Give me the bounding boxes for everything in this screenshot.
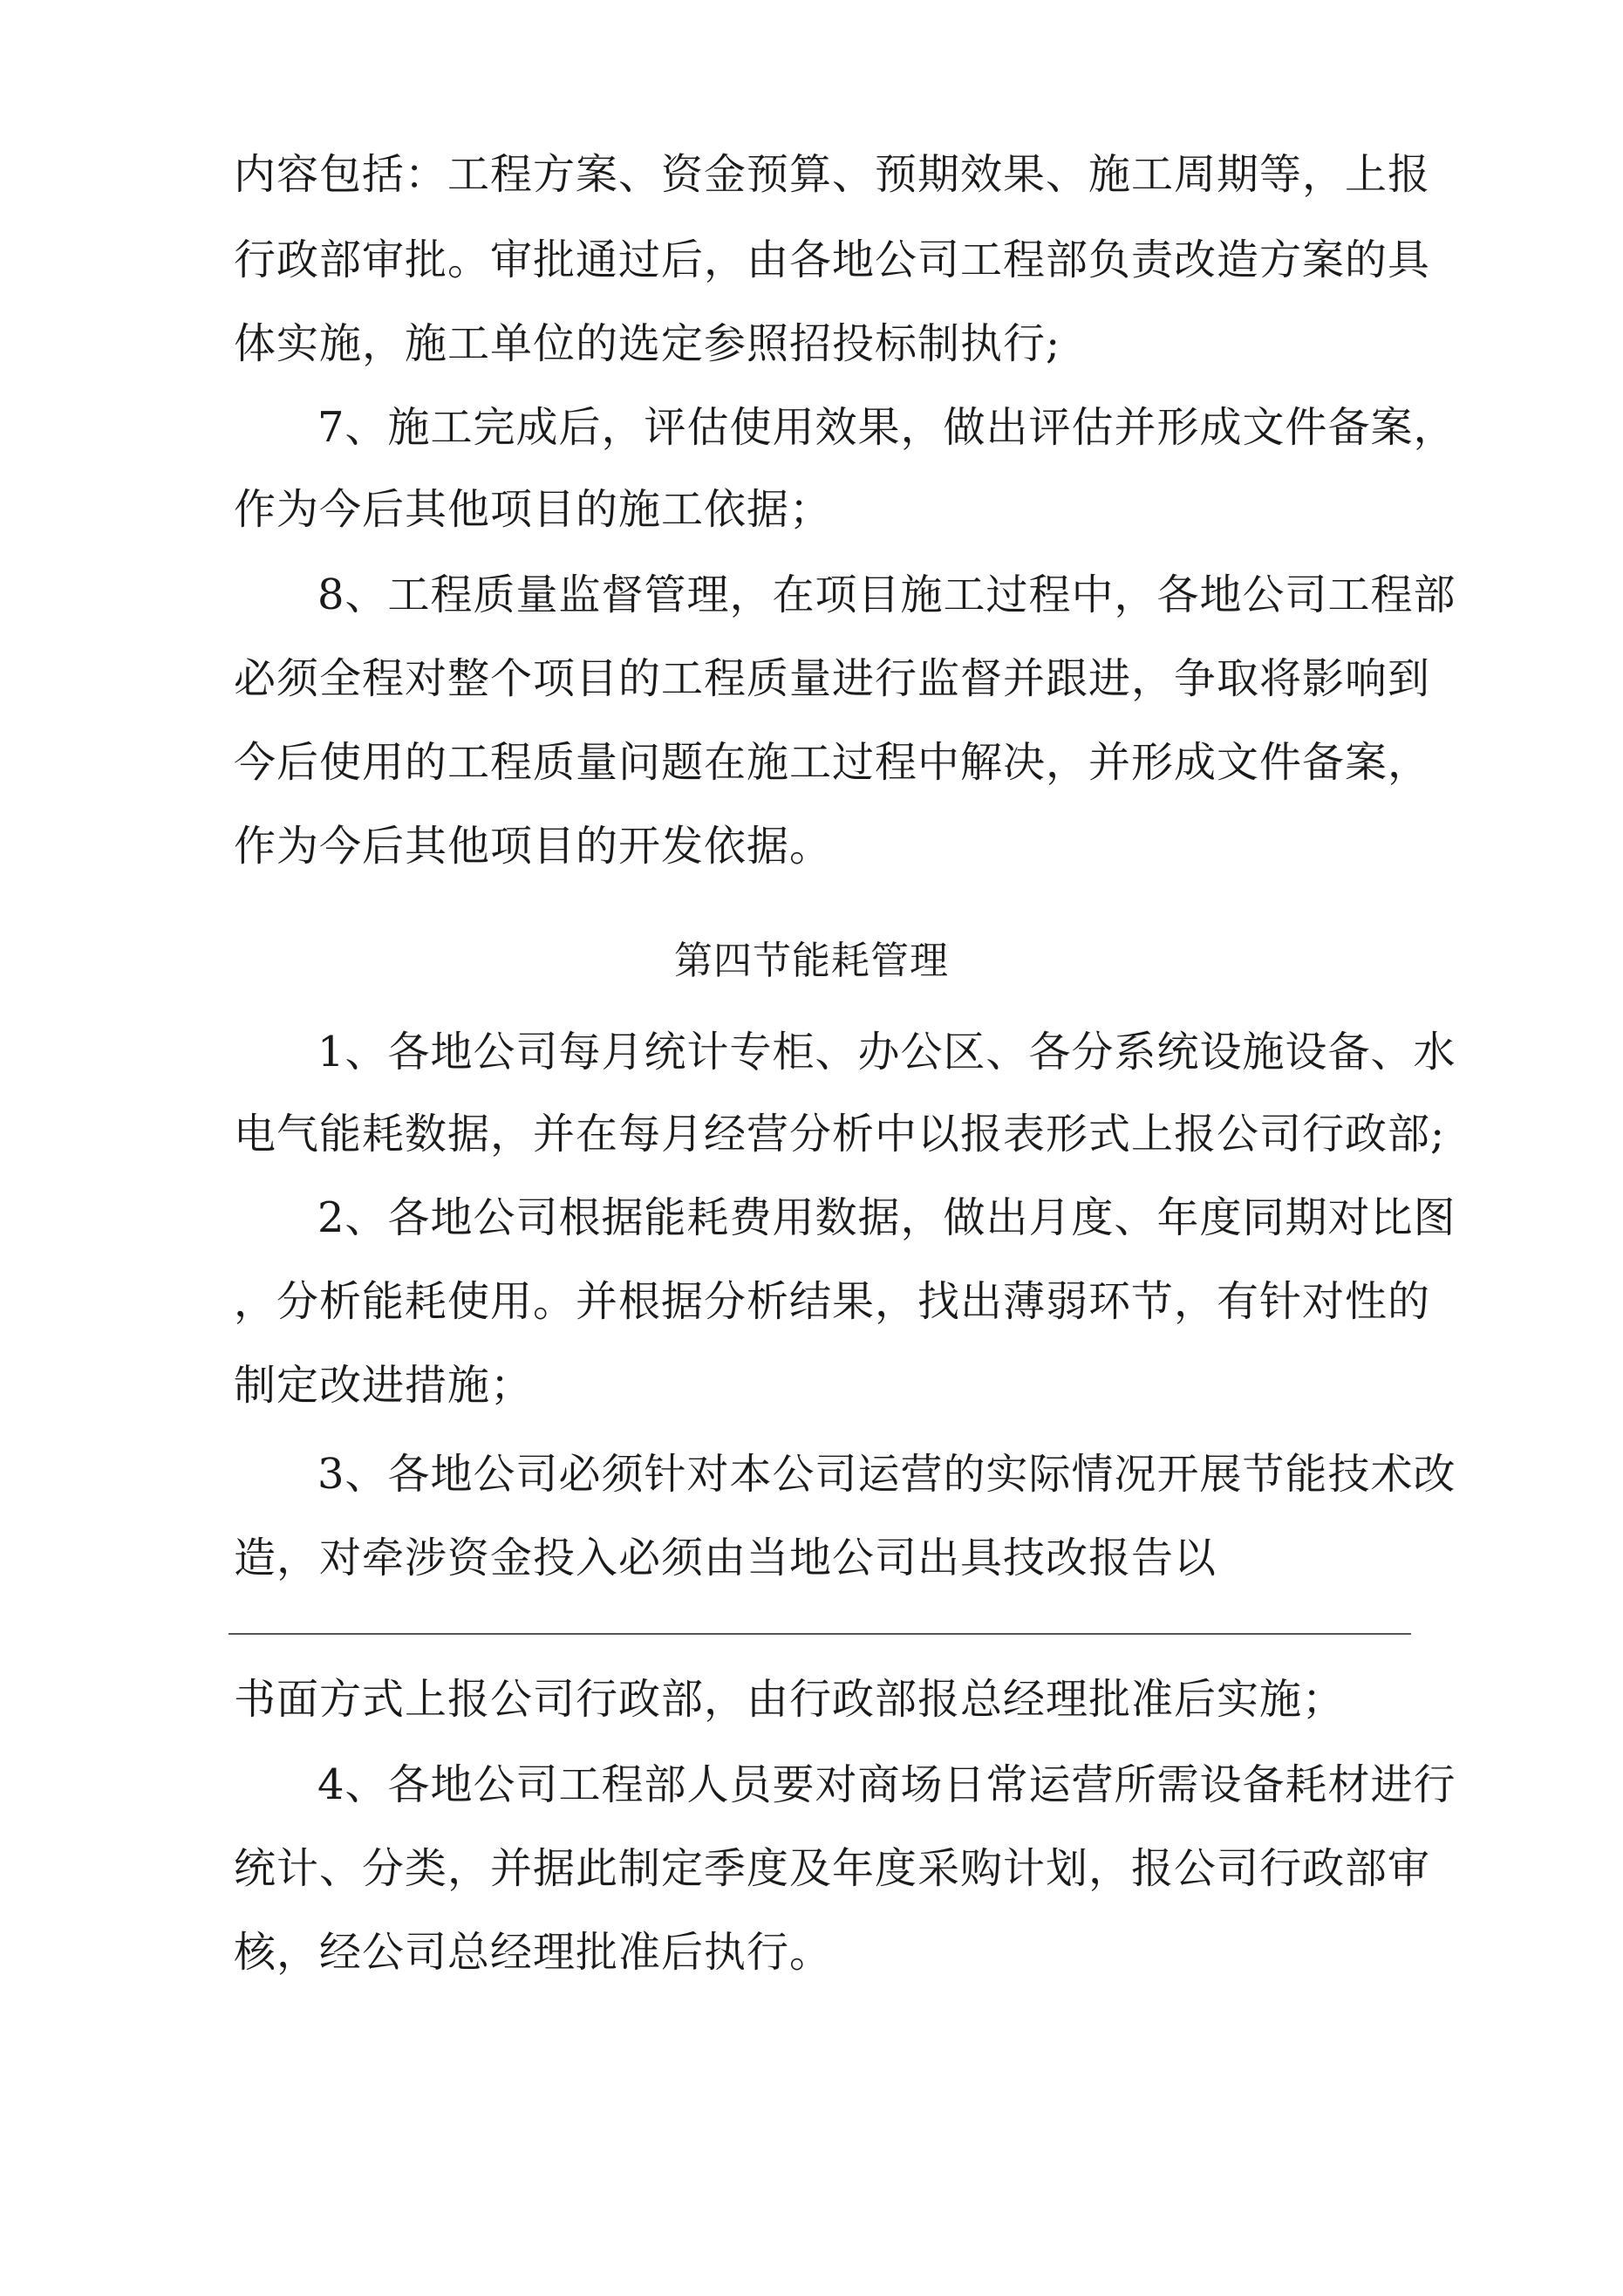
paragraph-line: 书面方式上报公司行政部，由行政部报总经理批准后实施； bbox=[234, 1675, 1346, 1724]
paragraph-line: 造，对牵涉资金投入必须由当地公司出具技改报告以 bbox=[234, 1534, 1217, 1582]
paragraph-line: 1、各地公司每月统计专柜、办公区、各分系统设施设备、水 bbox=[317, 1028, 1456, 1076]
paragraph-line: 制定改进措施； bbox=[234, 1361, 534, 1410]
paragraph-line: 2、各地公司根据能耗费用数据，做出月度、年度同期对比图 bbox=[317, 1193, 1456, 1242]
paragraph-line: 作为今后其他项目的开发依据。 bbox=[234, 822, 833, 871]
paragraph-line: 电气能耗数据，并在每月经营分析中以报表形式上报公司行政部; bbox=[234, 1110, 1446, 1158]
paragraph-line: 3、各地公司必须针对本公司运营的实际情况开展节能技术改 bbox=[317, 1450, 1456, 1499]
paragraph-line: 作为今后其他项目的施工依据； bbox=[234, 485, 833, 534]
paragraph-line: 8、工程质量监督管理，在项目施工过程中，各地公司工程部 bbox=[317, 571, 1456, 619]
paragraph-line: 核，经公司总经理批准后执行。 bbox=[234, 1928, 833, 1977]
paragraph-line: 今后使用的工程质量问题在施工过程中解决，并形成文件备案， bbox=[234, 738, 1431, 787]
paragraph-line: 4、各地公司工程部人员要对商场日常运营所需设备耗材进行 bbox=[317, 1760, 1456, 1809]
paragraph-line: ，分析能耗使用。并根据分析结果，找出薄弱环节，有针对性的 bbox=[234, 1277, 1431, 1326]
page-break-divider bbox=[228, 1633, 1411, 1635]
paragraph-line: 体实施，施工单位的选定参照招投标制执行; bbox=[234, 319, 1061, 368]
section-heading: 第四节能耗管理 bbox=[674, 939, 949, 983]
paragraph-line: 统计、分类，并据此制定季度及年度采购计划，报公司行政部审 bbox=[234, 1844, 1431, 1893]
paragraph-line: 7、施工完成后，评估使用效果，做出评估并形成文件备案， bbox=[317, 403, 1456, 452]
paragraph-line: 必须全程对整个项目的工程质量进行监督并跟进，争取将影响到 bbox=[234, 654, 1431, 703]
paragraph-line: 行政部审批。审批通过后，由各地公司工程部负责改造方案的具 bbox=[234, 236, 1431, 284]
paragraph-line: 内容包括：工程方案、资金预算、预期效果、施工周期等，上报 bbox=[234, 150, 1431, 199]
